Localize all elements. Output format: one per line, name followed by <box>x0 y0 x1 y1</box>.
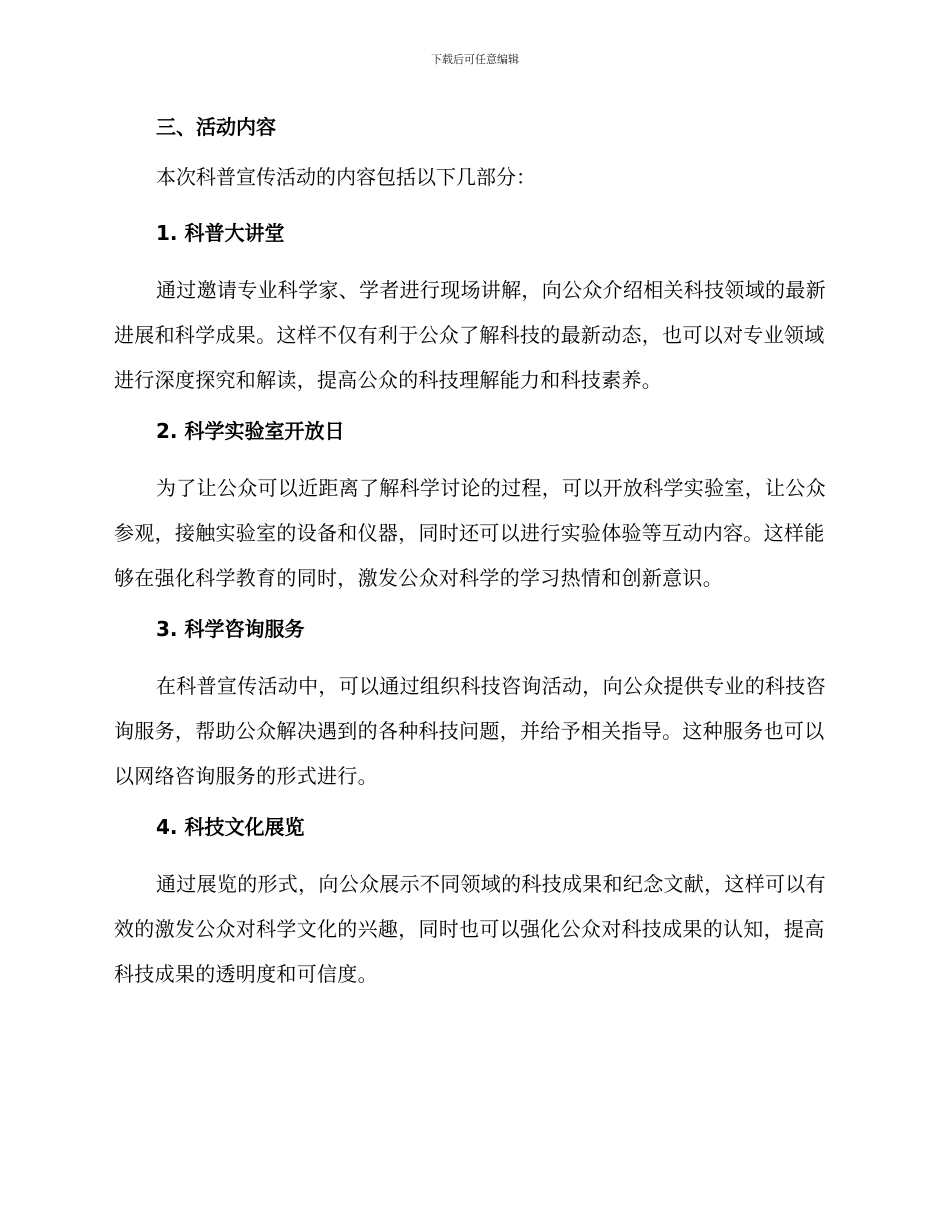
item-paragraph-3: 在科普宣传活动中，可以通过组织科技咨询活动，向公众提供专业的科技咨询服务，帮助公众解决遇到的各种科技问题，并给予相关指导。这种服务也可以以网络咨询服务的形式进行。 <box>114 674 826 788</box>
item-paragraph-4: 通过展览的形式，向公众展示不同领域的科技成果和纪念文献，这样可以有效的激发公众对科学文化的兴趣，同时也可以强化公众对科技成果的认知，提高科技成果的透明度和可信度。 <box>114 872 826 986</box>
item-paragraph-1: 通过邀请专业科学家、学者进行现场讲解，向公众介绍相关科技领域的最新进展和科学成果。这样不仅有利于公众了解科技的最新动态，也可以对专业领域进行深度探究和解读，提高公众的科技理解能力和科技素养。 <box>114 278 826 392</box>
page-header-note: 下载后可任意编辑 <box>431 53 519 66</box>
document-body <box>114 112 830 1010</box>
item-heading-2: 2. 科学实验室开放日 <box>156 419 345 443</box>
item-paragraph-2: 为了让公众可以近距离了解科学讨论的过程，可以开放科学实验室，让公众参观，接触实验室的设备和仪器，同时还可以进行实验体验等互动内容。这样能够在强化科学教育的同时，激发公众对科学的学习热情和创新意识。 <box>114 476 826 590</box>
section-intro: 本次科普宣传活动的内容包括以下几部分： <box>156 165 536 189</box>
item-heading-1: 1. 科普大讲堂 <box>156 221 285 245</box>
item-heading-3: 3. 科学咨询服务 <box>156 617 305 641</box>
section-heading: 三、活动内容 <box>156 115 276 139</box>
item-heading-4: 4. 科技文化展览 <box>156 815 305 839</box>
